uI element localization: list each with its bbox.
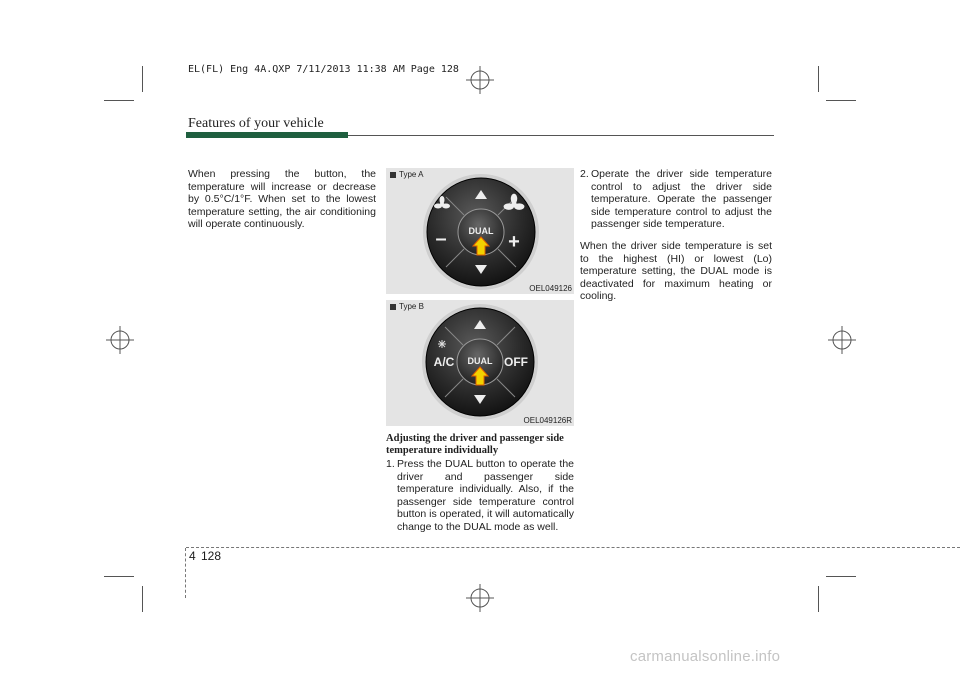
step-number: 2.: [580, 168, 589, 180]
chapter-number: 4: [189, 549, 196, 563]
step-text: Operate the driver side temperature control to adjust the driver side temperature. Operate the passenger side temperature control to adjust the passenger side temperature.: [591, 168, 772, 231]
dual-control-illustration: [386, 168, 574, 294]
printer-slug: EL(FL) Eng 4A.QXP 7/11/2013 11:38 AM Page 128: [188, 64, 459, 75]
snowflake-icon: [438, 340, 446, 348]
ac-label: A/C: [433, 355, 455, 369]
page-number: 128: [201, 549, 222, 563]
figure-type-a: [386, 168, 574, 294]
left-column: [188, 168, 376, 240]
footer-rule: [186, 547, 960, 548]
header-rule-accent: [186, 132, 348, 138]
figure-label: Type A: [390, 170, 423, 179]
dual-label: DUAL: [467, 356, 493, 366]
middle-column: [386, 433, 574, 534]
dual-deactivation-paragraph: When the driver side temperature is set to the highest (HI) or lowest (Lo) temperature setting, the DUAL mode is deactivated for maximum heating or cooling.: [580, 239, 772, 303]
figure-label: Type B: [390, 302, 424, 311]
step-2: [580, 168, 772, 231]
section-title: Features of your vehicle: [188, 116, 324, 131]
right-column: [580, 168, 772, 312]
figure-code: OEL049126R: [523, 416, 572, 425]
subsection-heading: Adjusting the driver and passenger side temperature individually: [386, 433, 564, 456]
plus-label: +: [508, 231, 520, 253]
watermark: carmanualsonline.info: [630, 648, 781, 665]
step-text: Press the DUAL button to operate the driver and passenger side temperature individually. Also, if the passenger side temperature control button is operated, it will automatically change to the DUAL mode as well.: [397, 458, 574, 533]
dual-label: DUAL: [468, 226, 494, 236]
minus-label: –: [435, 228, 447, 250]
footer-divider: [185, 548, 186, 598]
off-label: OFF: [504, 355, 528, 369]
dual-control-illustration: [386, 300, 574, 426]
figure-type-b: [386, 300, 574, 426]
step-1: [386, 458, 574, 534]
intro-paragraph: When pressing the button, the temperature will increase or decrease by 0.5°C/1°F. When set to the lowest temperature setting, the air conditioning will operate continuously.: [188, 168, 376, 231]
figure-code: OEL049126: [529, 284, 572, 293]
step-number: 1.: [386, 458, 395, 470]
